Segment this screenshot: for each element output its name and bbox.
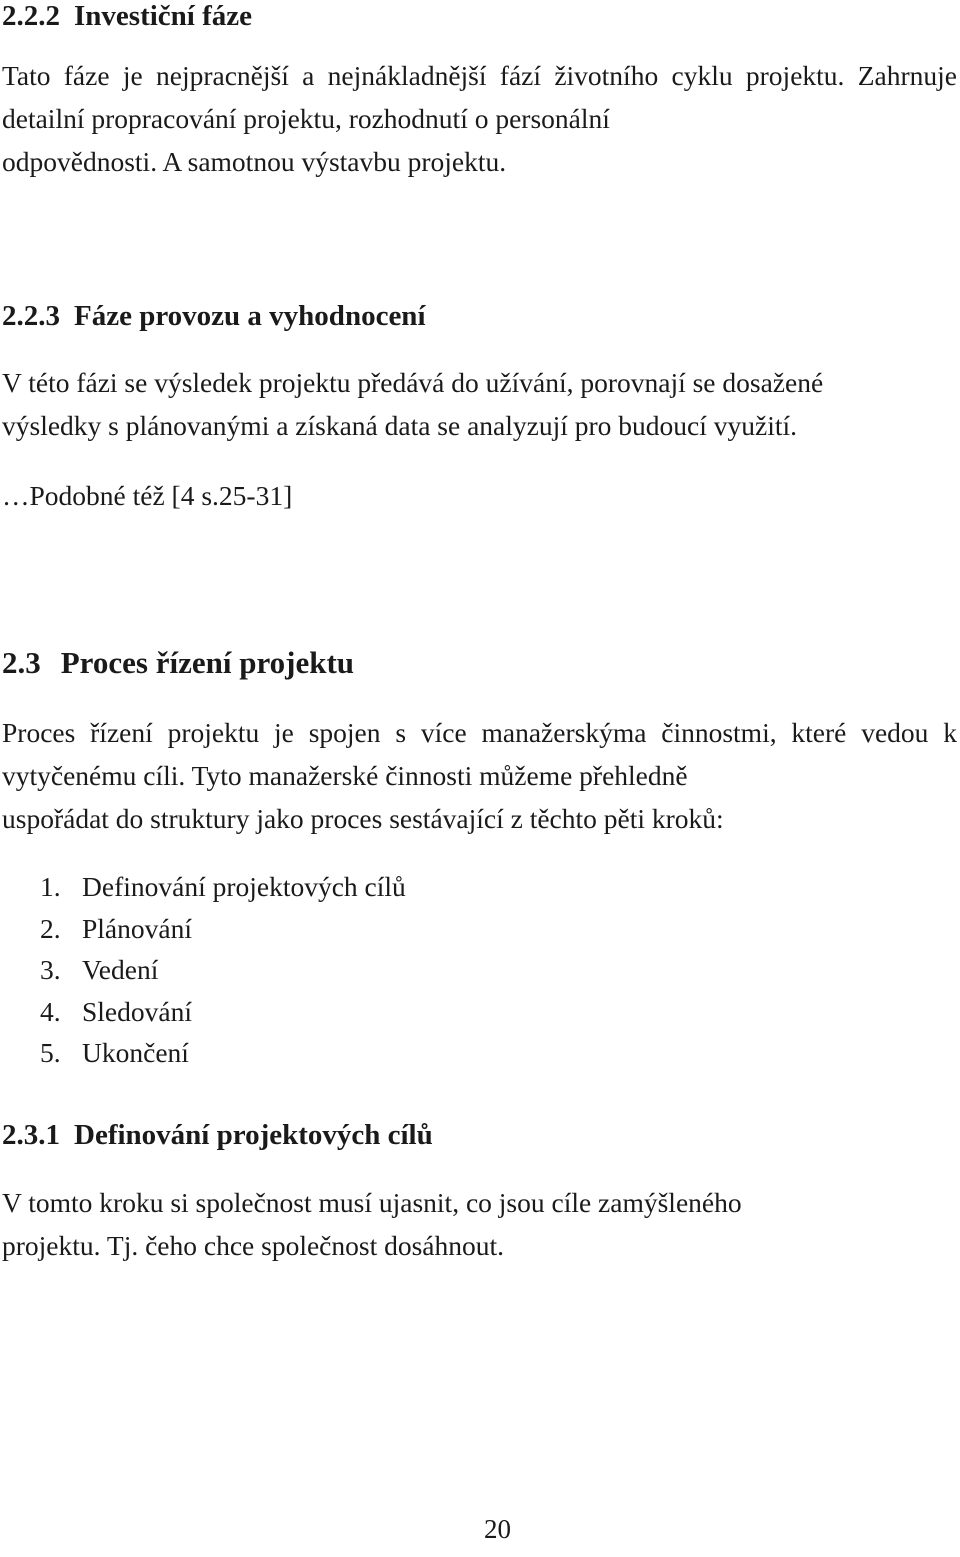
list-item bbox=[40, 1032, 406, 1074]
paragraph-line: uspořádat do struktury jako proces sestávající z těchto pěti kroků: bbox=[2, 803, 724, 834]
paragraph-line: Zahrnuje detailní propracování projektu, rozhodnutí o personální bbox=[2, 60, 958, 134]
heading-title: Proces řízení projektu bbox=[60, 645, 355, 680]
heading-number: 2.3.1 bbox=[2, 1119, 60, 1151]
list-item-number: 3. bbox=[40, 954, 61, 985]
list-item-number: 2. bbox=[40, 912, 61, 944]
paragraph-line: V tomto kroku si společnost musí ujasnit, co jsou cíle zamýšleného bbox=[2, 1187, 742, 1218]
list-item-text: Ukončení bbox=[82, 1037, 189, 1068]
list-item-text: Plánování bbox=[82, 912, 192, 944]
reference-citation: …Podobné též [4 s.25-31] bbox=[2, 480, 293, 511]
paragraph-line: odpovědnosti. A samotnou výstavbu projektu. bbox=[2, 146, 507, 177]
paragraph-project-management bbox=[2, 711, 957, 840]
list-item-number: 4. bbox=[40, 995, 61, 1027]
list-item-text: Definování projektových cílů bbox=[82, 871, 406, 902]
paragraph-line: Proces řízení projektu je spojen s více manažerskýma činnostmi, které bbox=[2, 717, 847, 748]
list-item bbox=[40, 866, 406, 908]
heading-2-2-3 bbox=[2, 302, 426, 331]
paragraph-operation-phase bbox=[2, 361, 957, 447]
heading-number: 2.2.3 bbox=[2, 300, 60, 332]
heading-number: 2.3 bbox=[2, 645, 41, 680]
list-item-text: Vedení bbox=[82, 954, 159, 985]
heading-title: Fáze provozu a vyhodnocení bbox=[74, 300, 426, 332]
heading-2-3 bbox=[2, 647, 354, 678]
process-steps-list bbox=[40, 866, 406, 1074]
page-number: 20 bbox=[484, 1514, 511, 1544]
heading-number: 2.2.2 bbox=[2, 0, 60, 32]
list-item bbox=[40, 949, 406, 991]
heading-title: Definování projektových cílů bbox=[74, 1119, 433, 1151]
paragraph-investment-phase bbox=[2, 54, 957, 183]
paragraph-line: V této fázi se výsledek projektu předává do užívání, porovnají se dosažené bbox=[2, 367, 824, 398]
list-item bbox=[40, 991, 406, 1033]
heading-title: Investiční fáze bbox=[74, 0, 252, 32]
paragraph-line: projektu. Tj. čeho chce společnost dosáhnout. bbox=[2, 1230, 505, 1261]
paragraph-defining-goals bbox=[2, 1181, 957, 1267]
list-item-text: Sledování bbox=[82, 995, 192, 1027]
paragraph-line: Tato fáze je nejpracnější a nejnákladnější fází životního cyklu projektu. bbox=[2, 60, 845, 91]
list-item-number: 5. bbox=[40, 1037, 61, 1068]
paragraph-line: vedou k vytyčenému cíli. Tyto manažerské činnosti můžeme přehledně bbox=[2, 717, 957, 791]
list-item bbox=[40, 908, 406, 950]
list-item-number: 1. bbox=[40, 871, 61, 902]
paragraph-line: výsledky s plánovanými a získaná data se analyzují pro budoucí využití. bbox=[2, 410, 798, 441]
heading-2-2-2 bbox=[2, 2, 252, 31]
heading-2-3-1 bbox=[2, 1121, 433, 1150]
